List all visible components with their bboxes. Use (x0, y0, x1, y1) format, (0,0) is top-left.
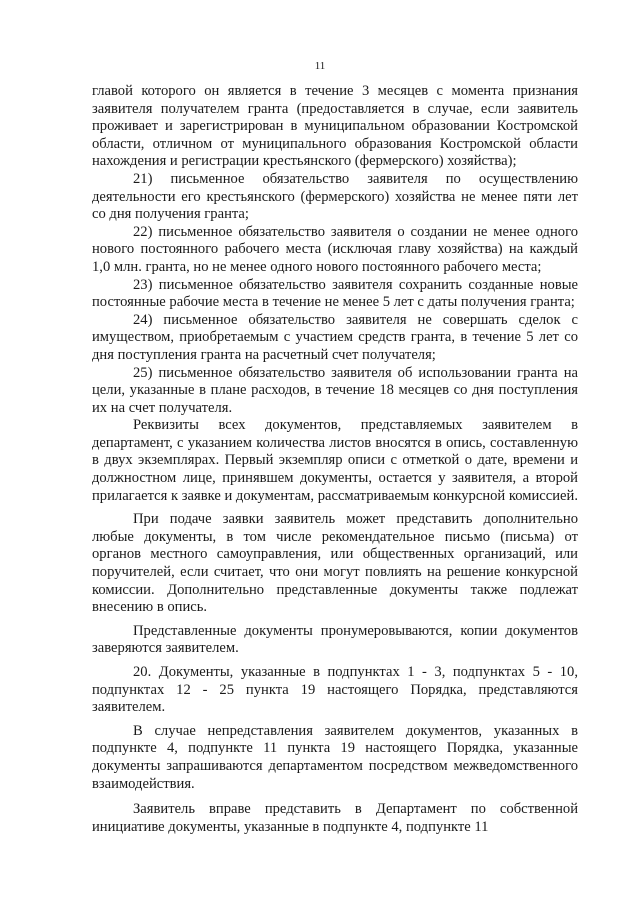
paragraph-continuation: главой которого он является в течение 3 месяцев с момента признания заявителя получателем гранта (предоставляется в случае, если заявитель проживает и зарегистрирован в муниципальном образовании Костромской области, отличном от муниципального образования Костромской области нахождения и регистрации крестьянского (фермерского) хозяйства); (92, 83, 578, 170)
paragraph-item-22: 22) письменное обязательство заявителя о создании не менее одного нового постоянного рабочего места (исключая главу хозяйства) на каждый 1,0 млн. гранта, но не менее одного нового постоянного рабочего места; (92, 223, 578, 275)
paragraph-requisites: Реквизиты всех документов, представляемых заявителем в департамент, с указанием количества листов вносятся в опись, составленную в двух экземплярах. Первый экземпляр описи с отметкой о дате, времени и должностном лице, принявшем документы, остается у заявителя, а второй прилагается к заявке и документам, рассматриваемым конкурсной комиссией. (92, 417, 578, 504)
paragraph-additional-documents: При подаче заявки заявитель может представить дополнительно любые документы, в том числе рекомендательное письмо (письма) от органов местного самоуправления, или общественных организаций, или поручителей, если считает, что они могут повлиять на решение конкурсной комиссии. Дополнительно представленные документы также подлежат внесению в опись. (92, 511, 578, 616)
paragraph-item-24: 24) письменное обязательство заявителя не совершать сделок с имуществом, приобретаемым с участием средств гранта, в течение 5 лет со дня поступления гранта на расчетный счет получателя; (92, 311, 578, 363)
paragraph-interagency: В случае непредставления заявителем документов, указанных в подпункте 4, подпункте 11 пункта 19 настоящего Порядка, указанные документы запрашиваются департаментом посредством межведомственного взаимодействия. (92, 722, 578, 792)
paragraph-item-23: 23) письменное обязательство заявителя сохранить созданные новые постоянные рабочие места в течение не менее 5 лет с даты получения гранта; (92, 276, 578, 311)
paragraph-own-initiative: Заявитель вправе представить в Департамент по собственной инициативе документы, указанные в подпункте 4, подпункте 11 (92, 801, 578, 835)
document-body (92, 83, 578, 836)
paragraph-item-25: 25) письменное обязательство заявителя об использовании гранта на цели, указанные в плане расходов, в течение 18 месяцев со дня поступления их на счет получателя. (92, 364, 578, 416)
paragraph-item-21: 21) письменное обязательство заявителя по осуществлению деятельности его крестьянского (фермерского) хозяйства не менее пяти лет со дня получения гранта; (92, 170, 578, 223)
paragraph-section-20: 20. Документы, указанные в подпунктах 1 - 3, подпунктах 5 - 10, подпунктах 12 - 25 пункта 19 настоящего Порядка, представляются заявителем. (92, 664, 578, 716)
page-number: 11 (314, 60, 326, 72)
paragraph-numbering: Представленные документы пронумеровываются, копии документов заверяются заявителем. (92, 622, 578, 657)
